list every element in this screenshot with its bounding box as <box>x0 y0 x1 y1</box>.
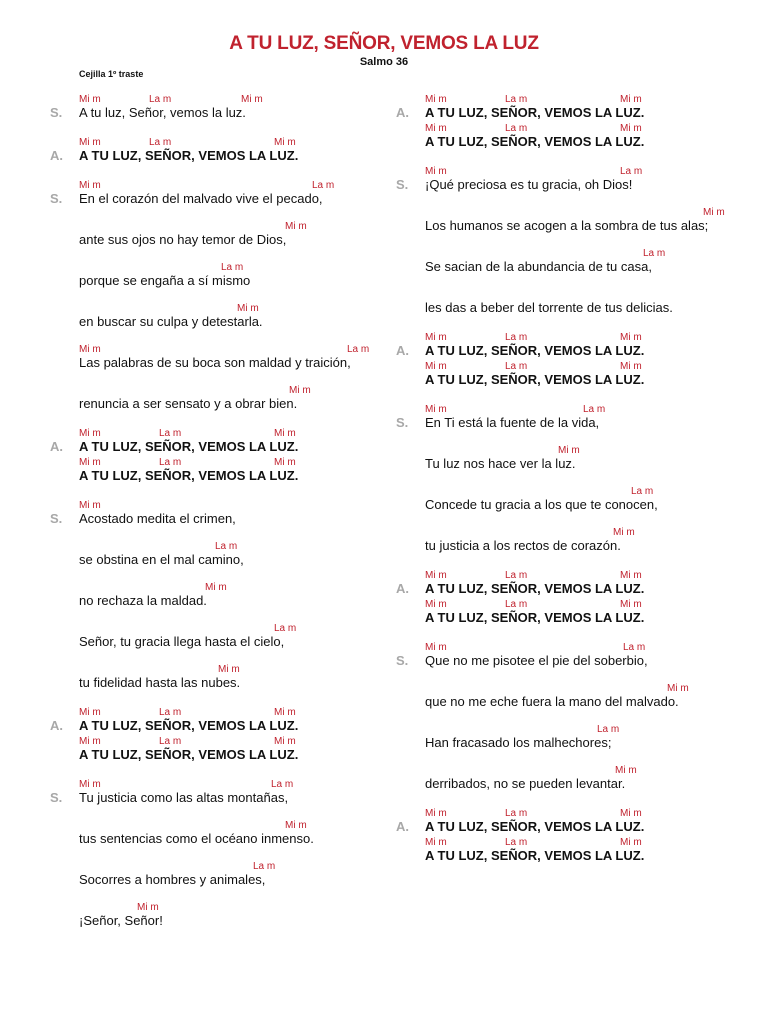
chord-label: Mi m <box>425 642 447 653</box>
chord-label: Mi m <box>620 361 642 372</box>
refrain-text: A TU LUZ, SEÑOR, VEMOS LA LUZ. <box>425 343 645 358</box>
lyric-line <box>79 383 395 412</box>
refrain-text: A TU LUZ, SEÑOR, VEMOS LA LUZ. <box>79 439 299 454</box>
verse-text: derribados, no se pueden levantar. <box>425 776 626 791</box>
chord-row <box>425 722 741 735</box>
stanza-gap <box>50 412 395 426</box>
chord-label: Mi m <box>425 166 447 177</box>
verse-text: porque se engaña a sí mismo <box>79 273 251 288</box>
chord-row <box>425 525 741 538</box>
soloist-marker: S. <box>396 415 409 430</box>
chord-label: Mi m <box>620 123 642 134</box>
chord-label: Mi m <box>425 94 447 105</box>
chord-label: Mi m <box>218 664 240 675</box>
verse-text: Los humanos se acogen a la sombra de tus alas; <box>425 218 709 233</box>
lyric-line <box>425 246 741 275</box>
chord-row <box>79 301 395 314</box>
chord-label: La m <box>505 361 528 372</box>
lyric-line <box>79 705 395 734</box>
lyric-line <box>79 539 395 568</box>
chord-row <box>79 900 395 913</box>
chord-row <box>79 859 395 872</box>
response-stanza <box>396 806 741 864</box>
lyric-line <box>425 640 741 669</box>
left-column <box>50 92 395 929</box>
chord-label: Mi m <box>79 736 101 747</box>
chord-label: Mi m <box>620 808 642 819</box>
chord-row <box>425 681 741 694</box>
verse-stanza <box>50 777 395 929</box>
chord-row <box>425 287 741 300</box>
verse-text: En el corazón del malvado vive el pecado, <box>79 191 323 206</box>
chord-row <box>425 597 741 610</box>
response-stanza <box>396 92 741 150</box>
chord-row <box>425 330 741 343</box>
lyric-line <box>79 260 395 289</box>
refrain-text: A TU LUZ, SEÑOR, VEMOS LA LUZ. <box>425 848 645 863</box>
stanza-gap <box>50 121 395 135</box>
verse-text: les das a beber del torrente de tus delicias. <box>425 300 673 315</box>
assembly-marker: A. <box>396 105 409 120</box>
refrain-text: A TU LUZ, SEÑOR, VEMOS LA LUZ. <box>79 747 299 762</box>
lyric-line <box>425 568 741 597</box>
chord-label: Mi m <box>615 765 637 776</box>
chord-label: Mi m <box>558 445 580 456</box>
chord-label: Mi m <box>274 137 296 148</box>
chord-label: La m <box>271 779 294 790</box>
verse-text: ¡Señor, Señor! <box>79 913 163 928</box>
chord-label: Mi m <box>425 599 447 610</box>
lyric-line <box>79 662 395 691</box>
chord-label: La m <box>159 707 182 718</box>
lyric-line <box>79 455 395 484</box>
chord-label: Mi m <box>703 207 725 218</box>
chord-label: La m <box>505 94 528 105</box>
chord-row <box>79 219 395 232</box>
verse-text: Acostado medita el crimen, <box>79 511 236 526</box>
page-title: A TU LUZ, SEÑOR, VEMOS LA LUZ <box>229 33 539 54</box>
verse-stanza <box>50 498 395 691</box>
lyric-line <box>425 443 741 472</box>
chord-label: Mi m <box>425 123 447 134</box>
chord-label: La m <box>505 837 528 848</box>
verse-text: Tu luz nos hace ver la luz. <box>425 456 576 471</box>
chord-label: Mi m <box>285 820 307 831</box>
soloist-marker: S. <box>50 790 63 805</box>
lyric-line <box>425 121 741 150</box>
soloist-marker: S. <box>50 191 63 206</box>
chord-row <box>79 260 395 273</box>
refrain-text: A TU LUZ, SEÑOR, VEMOS LA LUZ. <box>79 468 299 483</box>
chord-row <box>425 568 741 581</box>
soloist-marker: S. <box>396 653 409 668</box>
chord-row <box>79 777 395 790</box>
refrain-text: A TU LUZ, SEÑOR, VEMOS LA LUZ. <box>425 610 645 625</box>
verse-text: Que no me pisotee el pie del soberbio, <box>425 653 648 668</box>
response-stanza <box>50 705 395 763</box>
verse-text: ¡Qué preciosa es tu gracia, oh Dios! <box>425 177 633 192</box>
lyric-line <box>425 597 741 626</box>
lyric-line <box>425 722 741 751</box>
stanza-gap <box>396 554 741 568</box>
stanza-gap <box>50 164 395 178</box>
chord-row <box>79 580 395 593</box>
chord-label: La m <box>505 332 528 343</box>
chord-label: La m <box>643 248 666 259</box>
chord-label: La m <box>347 344 370 355</box>
lyric-line <box>79 342 395 371</box>
chord-label: Mi m <box>79 500 101 511</box>
chord-row <box>79 178 395 191</box>
chord-row <box>79 621 395 634</box>
assembly-marker: A. <box>50 439 63 454</box>
chord-label: Mi m <box>274 457 296 468</box>
response-stanza <box>50 426 395 484</box>
chord-label: Mi m <box>79 137 101 148</box>
chord-label: Mi m <box>289 385 311 396</box>
chord-label: Mi m <box>237 303 259 314</box>
chord-row <box>79 135 395 148</box>
stanza-gap <box>396 388 741 402</box>
chord-row <box>425 763 741 776</box>
chord-row <box>79 662 395 675</box>
chord-label: La m <box>312 180 335 191</box>
chord-label: La m <box>215 541 238 552</box>
stanza-gap <box>396 792 741 806</box>
lyric-line <box>79 900 395 929</box>
chord-row <box>79 539 395 552</box>
verse-text: que no me eche fuera la mano del malvado. <box>425 694 679 709</box>
chord-row <box>425 806 741 819</box>
chord-row <box>425 205 741 218</box>
lyric-line <box>425 525 741 554</box>
chord-row <box>425 443 741 456</box>
lyric-line <box>79 498 395 527</box>
soloist-marker: S. <box>396 177 409 192</box>
chord-label: La m <box>505 808 528 819</box>
chord-label: Mi m <box>79 428 101 439</box>
chord-label: Mi m <box>79 344 101 355</box>
chord-label: La m <box>631 486 654 497</box>
verse-text: se obstina en el mal camino, <box>79 552 244 567</box>
lyric-line <box>79 859 395 888</box>
chord-row <box>79 455 395 468</box>
assembly-marker: A. <box>396 581 409 596</box>
stanza-gap <box>50 484 395 498</box>
lyric-line <box>79 92 395 121</box>
chord-label: Mi m <box>241 94 263 105</box>
chord-label: Mi m <box>205 582 227 593</box>
assembly-marker: A. <box>50 718 63 733</box>
refrain-text: A TU LUZ, SEÑOR, VEMOS LA LUZ. <box>425 819 645 834</box>
chord-row <box>425 246 741 259</box>
lyric-line <box>79 777 395 806</box>
assembly-marker: A. <box>396 343 409 358</box>
verse-stanza <box>396 402 741 554</box>
verse-text: tu fidelidad hasta las nubes. <box>79 675 241 690</box>
chord-label: La m <box>505 123 528 134</box>
chord-label: La m <box>149 137 172 148</box>
chord-label: La m <box>149 94 172 105</box>
verse-text: Señor, tu gracia llega hasta el cielo, <box>79 634 285 649</box>
chord-row <box>79 818 395 831</box>
verse-text: renuncia a ser sensato y a obrar bien. <box>79 396 298 411</box>
chord-row <box>79 426 395 439</box>
refrain-text: A TU LUZ, SEÑOR, VEMOS LA LUZ. <box>425 105 645 120</box>
chord-label: Mi m <box>425 837 447 848</box>
chord-label: La m <box>159 457 182 468</box>
soloist-marker: S. <box>50 511 63 526</box>
refrain-text: A TU LUZ, SEÑOR, VEMOS LA LUZ. <box>79 718 299 733</box>
chord-row <box>425 402 741 415</box>
stanza-gap <box>396 626 741 640</box>
lyric-line <box>425 484 741 513</box>
chord-row <box>425 835 741 848</box>
chord-label: Mi m <box>613 527 635 538</box>
verse-text: En Ti está la fuente de la vida, <box>425 415 600 430</box>
chord-label: Mi m <box>425 361 447 372</box>
chord-label: Mi m <box>79 457 101 468</box>
lyric-line <box>425 205 741 234</box>
chord-label: Mi m <box>425 808 447 819</box>
chord-row <box>79 342 395 355</box>
lyric-line <box>425 835 741 864</box>
verse-text: no rechaza la maldad. <box>79 593 207 608</box>
chord-label: La m <box>623 642 646 653</box>
lyric-line <box>79 301 395 330</box>
verse-text: Socorres a hombres y animales, <box>79 872 266 887</box>
verse-text: en buscar su culpa y detestarla. <box>79 314 263 329</box>
chord-label: Mi m <box>620 94 642 105</box>
chord-label: Mi m <box>425 570 447 581</box>
chord-label: La m <box>221 262 244 273</box>
lyric-line <box>79 219 395 248</box>
lyric-line <box>79 818 395 847</box>
stanza-gap <box>50 691 395 705</box>
stanza-gap <box>396 316 741 330</box>
chord-row <box>425 164 741 177</box>
chord-row <box>425 92 741 105</box>
response-stanza <box>396 568 741 626</box>
chord-row <box>79 705 395 718</box>
chord-label: Mi m <box>274 736 296 747</box>
page-subtitle: Salmo 36 <box>359 56 409 68</box>
verse-stanza <box>50 178 395 412</box>
chord-row <box>425 359 741 372</box>
assembly-marker: A. <box>50 148 63 163</box>
chord-label: Mi m <box>79 779 101 790</box>
chord-label: La m <box>253 861 276 872</box>
chord-label: Mi m <box>79 180 101 191</box>
chord-row <box>79 92 395 105</box>
lyric-line <box>425 806 741 835</box>
lyric-line <box>79 178 395 207</box>
verse-stanza <box>396 640 741 792</box>
chord-label: La m <box>583 404 606 415</box>
lyric-line <box>79 426 395 455</box>
assembly-marker: A. <box>396 819 409 834</box>
chord-label: La m <box>159 428 182 439</box>
chord-row <box>79 498 395 511</box>
chord-label: Mi m <box>620 332 642 343</box>
chord-row <box>425 484 741 497</box>
lyric-line <box>425 402 741 431</box>
chord-label: Mi m <box>274 707 296 718</box>
chord-label: Mi m <box>620 570 642 581</box>
chord-label: La m <box>620 166 643 177</box>
verse-text: Tu justicia como las altas montañas, <box>79 790 289 805</box>
capo-note: Cejilla 1º traste <box>79 69 144 79</box>
chord-row <box>79 734 395 747</box>
verse-stanza <box>396 164 741 316</box>
refrain-text: A TU LUZ, SEÑOR, VEMOS LA LUZ. <box>79 148 299 163</box>
lyric-line <box>425 330 741 359</box>
response-stanza <box>396 330 741 388</box>
chord-label: La m <box>505 570 528 581</box>
verse-text: Concede tu gracia a los que te conocen, <box>425 497 658 512</box>
lyric-line <box>79 621 395 650</box>
chord-label: La m <box>597 724 620 735</box>
chord-label: Mi m <box>79 707 101 718</box>
chord-row <box>425 121 741 134</box>
chord-label: Mi m <box>137 902 159 913</box>
lyric-line <box>425 681 741 710</box>
lyric-line <box>79 580 395 609</box>
lyric-line <box>425 92 741 121</box>
chord-label: La m <box>274 623 297 634</box>
chord-label: La m <box>505 599 528 610</box>
stanza-gap <box>50 763 395 777</box>
chord-label: Mi m <box>274 428 296 439</box>
response-stanza <box>50 135 395 164</box>
verse-text: tus sentencias como el océano inmenso. <box>79 831 314 846</box>
chord-label: Mi m <box>79 94 101 105</box>
verse-text: Las palabras de su boca son maldad y traición, <box>79 355 351 370</box>
verse-text: tu justicia a los rectos de corazón. <box>425 538 621 553</box>
right-column <box>396 92 741 864</box>
chord-label: Mi m <box>620 837 642 848</box>
lyric-line <box>425 164 741 193</box>
stanza-gap <box>396 150 741 164</box>
chord-label: Mi m <box>425 332 447 343</box>
chord-label: Mi m <box>667 683 689 694</box>
lyric-line <box>425 763 741 792</box>
refrain-text: A TU LUZ, SEÑOR, VEMOS LA LUZ. <box>425 581 645 596</box>
refrain-text: A TU LUZ, SEÑOR, VEMOS LA LUZ. <box>425 372 645 387</box>
verse-text: ante sus ojos no hay temor de Dios, <box>79 232 287 247</box>
lyric-line <box>425 287 741 316</box>
verse-text: Han fracasado los malhechores; <box>425 735 612 750</box>
chord-row <box>425 640 741 653</box>
verse-text: Se sacian de la abundancia de tu casa, <box>425 259 652 274</box>
soloist-marker: S. <box>50 105 63 120</box>
refrain-text: A TU LUZ, SEÑOR, VEMOS LA LUZ. <box>425 134 645 149</box>
verse-stanza <box>50 92 395 121</box>
chord-label: Mi m <box>620 599 642 610</box>
lyric-line <box>79 135 395 164</box>
chord-label: Mi m <box>285 221 307 232</box>
chord-label: Mi m <box>425 404 447 415</box>
chord-row <box>79 383 395 396</box>
verse-text: A tu luz, Señor, vemos la luz. <box>79 105 246 120</box>
lyric-line <box>79 734 395 763</box>
lyric-line <box>425 359 741 388</box>
chord-label: La m <box>159 736 182 747</box>
